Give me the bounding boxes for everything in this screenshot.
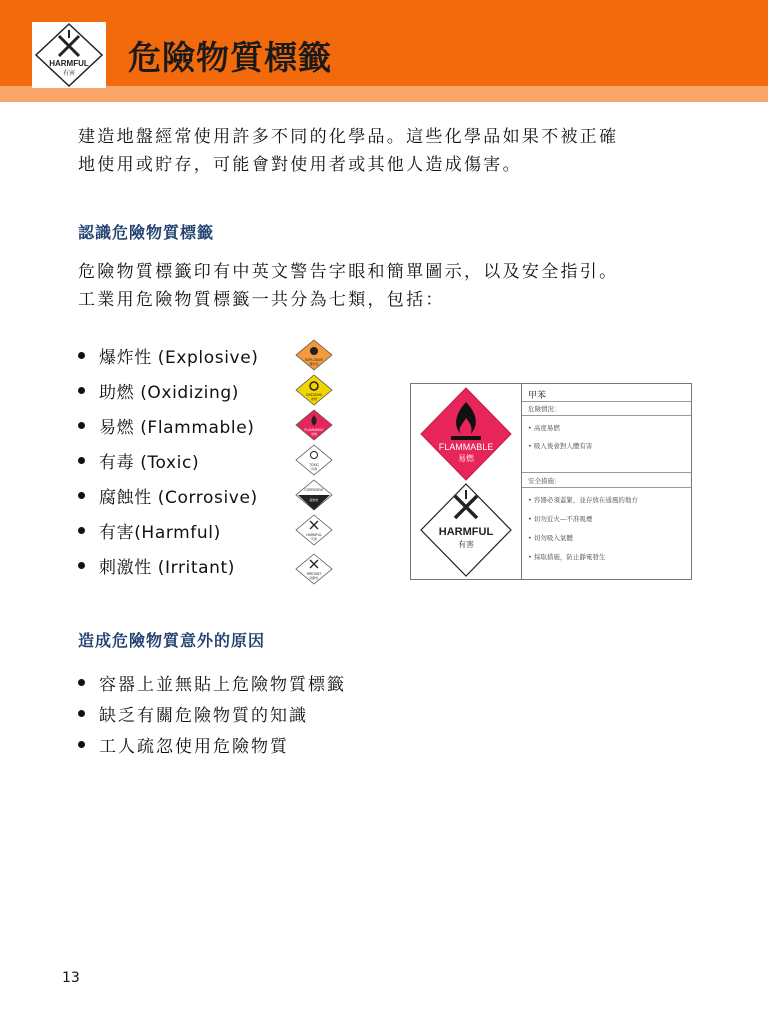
bullet-icon bbox=[78, 679, 85, 686]
oxidizing-icon bbox=[295, 374, 333, 406]
category-label: 易燃 (Flammable) bbox=[99, 418, 255, 438]
category-list bbox=[78, 338, 259, 583]
category-label: 腐蝕性 (Corrosive) bbox=[99, 488, 258, 508]
list-item bbox=[78, 667, 346, 698]
list-item bbox=[78, 698, 346, 729]
mini-zh: 助燃 bbox=[310, 397, 318, 401]
bullet-icon bbox=[78, 527, 85, 534]
mini-zh: 有毒 bbox=[310, 467, 318, 471]
mini-zh: 刺激性 bbox=[309, 576, 319, 580]
logo-zh: 有害 bbox=[62, 70, 76, 77]
sample-flammable-zh: 易燃 bbox=[458, 454, 474, 463]
header-bar bbox=[0, 0, 768, 86]
list-item bbox=[78, 478, 259, 513]
divider bbox=[522, 415, 691, 416]
sample-safety-item: • 切勿近火—不准吸煙 bbox=[528, 515, 593, 523]
section1-text bbox=[78, 258, 618, 314]
sample-harmful-en: HARMFUL bbox=[438, 526, 494, 538]
divider bbox=[522, 401, 691, 402]
section1-line-2: 工業用危險物質標籤一共分為七類，包括： bbox=[78, 290, 445, 310]
section1-line-1: 危險物質標籤印有中英文警告字眼和簡單圖示，以及安全指引。 bbox=[78, 262, 619, 282]
intro-line-2: 地使用或貯存，可能會對使用者或其他人造成傷害。 bbox=[78, 155, 522, 175]
category-label: 爆炸性 (Explosive) bbox=[99, 348, 259, 368]
sample-safety-item: • 採取措施，防止靜電發生 bbox=[528, 553, 606, 561]
logo-en: HARMFUL bbox=[49, 59, 89, 68]
sample-product: 甲苯 bbox=[528, 391, 547, 401]
category-label: 刺激性 (Irritant) bbox=[99, 558, 236, 578]
mini-en: HARMFUL bbox=[306, 533, 322, 537]
sample-label-text bbox=[522, 384, 691, 579]
page-number: 13 bbox=[62, 970, 80, 986]
bullet-icon bbox=[78, 387, 85, 394]
mini-en: EXPLOSIVE bbox=[305, 358, 323, 362]
bullet-icon bbox=[78, 710, 85, 717]
sample-safety-item: • 切勿吸入氣體 bbox=[528, 534, 573, 542]
list-item bbox=[78, 729, 346, 760]
mini-en: FLAMMABLE bbox=[304, 428, 324, 432]
cause-label: 容器上並無貼上危險物質標籤 bbox=[99, 675, 346, 695]
divider bbox=[522, 472, 691, 473]
list-item bbox=[78, 408, 259, 443]
header-strip bbox=[0, 86, 768, 102]
explosive-icon bbox=[295, 339, 333, 371]
bullet-icon bbox=[78, 422, 85, 429]
bullet-icon bbox=[78, 457, 85, 464]
irritant-icon bbox=[295, 553, 333, 585]
section-heading-causes: 造成危險物質意外的原因 bbox=[78, 631, 266, 650]
sample-hazard-item: • 吸入後會對人體有害 bbox=[528, 442, 593, 450]
bullet-icon bbox=[78, 741, 85, 748]
mini-en: CORROSIVE bbox=[304, 488, 324, 492]
cause-label: 缺乏有關危險物質的知識 bbox=[99, 706, 308, 726]
flammable-icon bbox=[295, 409, 333, 441]
sample-label-pictograms bbox=[411, 384, 522, 579]
mini-en: TOXIC bbox=[309, 463, 319, 467]
sample-hazard-item: • 高度易燃 bbox=[528, 424, 560, 432]
cause-label: 工人疏忽使用危險物質 bbox=[99, 737, 289, 757]
category-label: 助燃 (Oxidizing) bbox=[99, 383, 239, 403]
mini-en: OXIDIZING bbox=[305, 393, 323, 397]
list-item bbox=[78, 513, 259, 548]
toxic-icon bbox=[295, 444, 333, 476]
list-item bbox=[78, 443, 259, 478]
mini-zh: 爆炸性 bbox=[309, 362, 319, 366]
list-item bbox=[78, 338, 259, 373]
list-item bbox=[78, 373, 259, 408]
harmful-hazard-icon bbox=[32, 22, 106, 88]
divider bbox=[522, 487, 691, 488]
bullet-icon bbox=[78, 352, 85, 359]
bullet-icon bbox=[78, 492, 85, 499]
sample-hazard-title: 危險情況： bbox=[528, 405, 561, 413]
mini-zh: 有害 bbox=[310, 537, 318, 541]
sample-harmful-zh: 有害 bbox=[458, 540, 474, 549]
sample-safety-item: • 容器必須蓋緊，並存放在通風的地方 bbox=[528, 496, 638, 504]
corrosive-icon bbox=[295, 479, 333, 511]
sample-hazard-label bbox=[410, 383, 692, 580]
causes-list bbox=[78, 667, 346, 760]
mini-zh: 易燃 bbox=[310, 432, 318, 436]
sample-safety-title: 安全措施： bbox=[528, 477, 561, 485]
list-item bbox=[78, 548, 259, 583]
page-title: 危險物質標籤 bbox=[128, 38, 332, 77]
category-label: 有毒 (Toxic) bbox=[99, 453, 200, 473]
intro-text bbox=[78, 123, 618, 179]
category-label: 有害(Harmful) bbox=[99, 523, 221, 543]
mini-zh: 腐蝕性 bbox=[309, 498, 319, 502]
section-heading-labels: 認識危險物質標籤 bbox=[78, 223, 215, 242]
mini-en: IRRITANT bbox=[306, 572, 322, 576]
harmful-icon bbox=[295, 514, 333, 546]
sample-flammable-en: FLAMMABLE bbox=[438, 442, 494, 452]
bullet-icon bbox=[78, 562, 85, 569]
intro-line-1: 建造地盤經常使用許多不同的化學品。這些化學品如果不被正確 bbox=[78, 127, 619, 147]
